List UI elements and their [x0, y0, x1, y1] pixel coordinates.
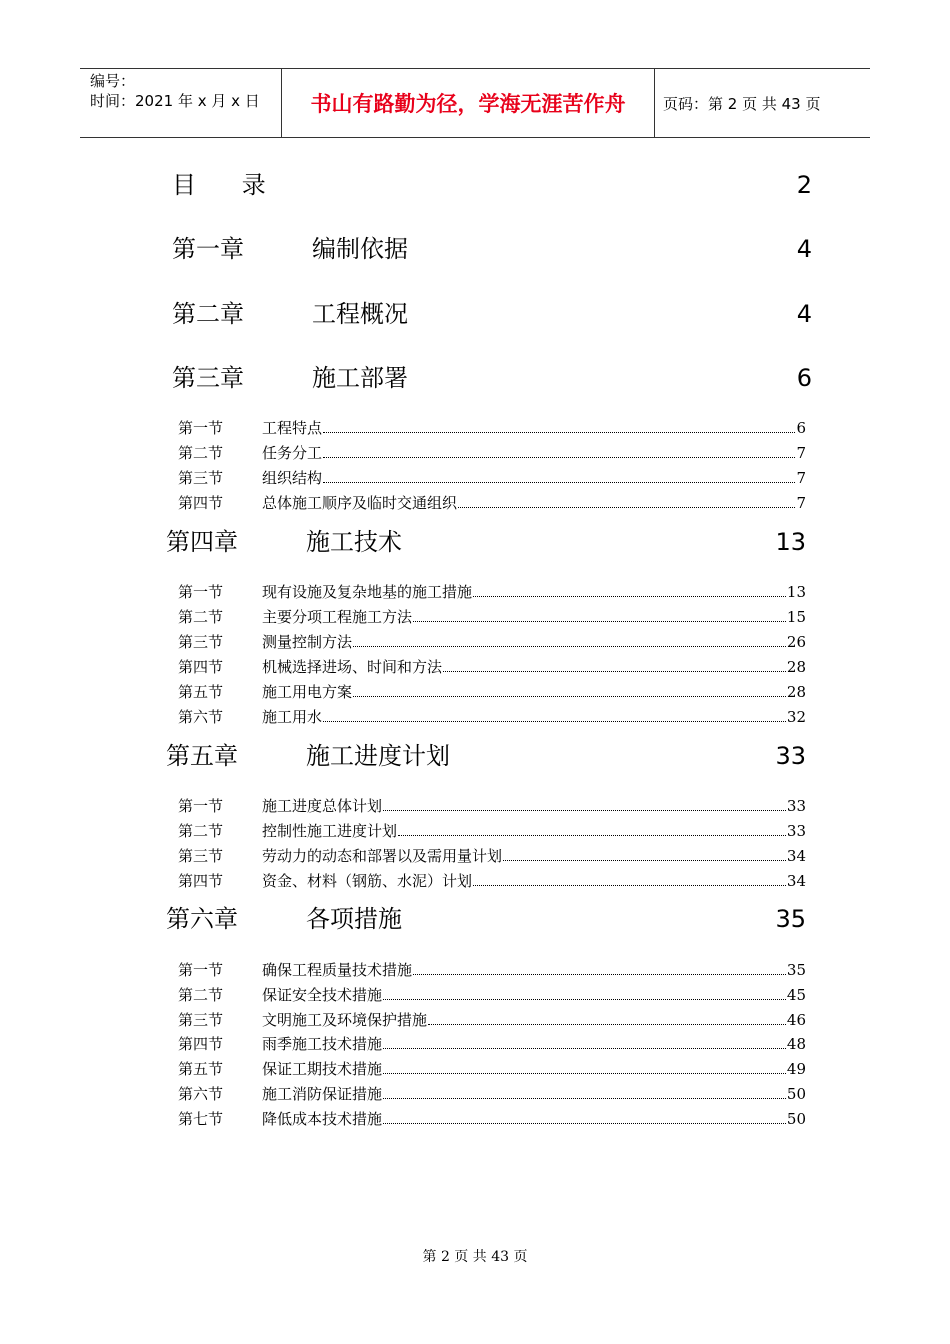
- toc-chapter-row: [166, 739, 806, 773]
- section-number: 第二节: [178, 822, 224, 840]
- page-footer: 第 2 页 共 43 页: [422, 1249, 528, 1265]
- section-name: 机械选择进场、时间和方法: [262, 658, 443, 676]
- dot-leader: [398, 819, 786, 836]
- section-name: 主要分项工程施工方法: [262, 608, 413, 626]
- section-page: 34: [786, 847, 806, 865]
- toc-chapter-row: [172, 297, 812, 331]
- section-page: 32: [786, 708, 806, 726]
- section-name: 保证工期技术措施: [262, 1060, 383, 1078]
- toc-section-row: [178, 441, 806, 465]
- chapter-name: 编制依据: [312, 235, 408, 263]
- section-page: 13: [786, 583, 806, 601]
- toc-section-row: [178, 819, 806, 843]
- section-page: 6: [796, 419, 806, 437]
- section-name: 组织结构: [262, 469, 323, 487]
- dot-leader: [323, 466, 795, 483]
- dot-leader: [383, 1107, 786, 1124]
- section-number: 第四节: [178, 872, 224, 890]
- section-page: 49: [786, 1060, 806, 1078]
- dot-leader: [383, 983, 786, 1000]
- dot-leader: [428, 1008, 786, 1025]
- section-number: 第三节: [178, 633, 224, 651]
- section-page: 35: [786, 961, 806, 979]
- section-number: 第一节: [178, 961, 224, 979]
- section-name: 资金、材料（钢筋、水泥）计划: [262, 872, 473, 890]
- section-page: 26: [786, 633, 806, 651]
- chapter-page: 33: [775, 742, 806, 770]
- section-name: 控制性施工进度计划: [262, 822, 398, 840]
- section-name: 施工进度总体计划: [262, 797, 383, 815]
- toc-chapter-row: [172, 232, 812, 266]
- section-name: 任务分工: [262, 444, 323, 462]
- section-name: 降低成本技术措施: [262, 1110, 383, 1128]
- chapter-name: 施工技术: [306, 528, 402, 556]
- section-page: 45: [786, 986, 806, 1004]
- document-number-label: 编号：: [90, 72, 136, 90]
- header-motto: 书山有路勤为径，学海无涯苦作舟: [282, 69, 655, 137]
- toc-chapter-row: [166, 902, 806, 936]
- section-number: 第五节: [178, 683, 224, 701]
- section-number: 第一节: [178, 583, 224, 601]
- dot-leader: [413, 605, 786, 622]
- section-page: 7: [796, 494, 806, 512]
- toc-section-row: [178, 1008, 806, 1032]
- toc-section-row: [178, 416, 806, 440]
- chapter-number: 第二章: [172, 300, 244, 328]
- toc-chapter-row: [166, 525, 806, 559]
- toc-section-row: [178, 869, 806, 893]
- section-number: 第二节: [178, 986, 224, 1004]
- toc-title-page: 2: [796, 171, 812, 199]
- dot-leader: [323, 705, 786, 722]
- document-time-label: 时间：2021 年 x 月 x 日: [90, 92, 260, 110]
- section-number: 第二节: [178, 608, 224, 626]
- chapter-page: 35: [775, 905, 806, 933]
- dot-leader: [473, 580, 786, 597]
- chapter-number: 第三章: [172, 364, 244, 392]
- section-name: 劳动力的动态和部署以及需用量计划: [262, 847, 503, 865]
- chapter-name: 施工部署: [312, 364, 408, 392]
- chapter-page: 6: [796, 364, 812, 392]
- toc-section-row: [178, 1107, 806, 1131]
- section-number: 第四节: [178, 494, 224, 512]
- toc-section-row: [178, 958, 806, 982]
- chapter-name: 工程概况: [312, 300, 408, 328]
- section-name: 施工用水: [262, 708, 323, 726]
- dot-leader: [383, 1082, 786, 1099]
- toc-title: 目 录: [172, 171, 266, 199]
- dot-leader: [383, 794, 786, 811]
- section-page: 7: [796, 469, 806, 487]
- section-name: 施工消防保证措施: [262, 1085, 383, 1103]
- section-name: 测量控制方法: [262, 633, 353, 651]
- toc-section-row: [178, 630, 806, 654]
- header-page-info: 页码：第 2 页 共 43 页: [663, 94, 821, 113]
- toc-section-row: [178, 466, 806, 490]
- chapter-page: 4: [796, 235, 812, 263]
- dot-leader: [473, 869, 786, 886]
- chapter-number: 第四章: [166, 528, 238, 556]
- section-number: 第一节: [178, 419, 224, 437]
- section-name: 施工用电方案: [262, 683, 353, 701]
- dot-leader: [383, 1032, 786, 1049]
- toc-section-row: [178, 983, 806, 1007]
- dot-leader: [383, 1057, 786, 1074]
- toc-section-row: [178, 491, 806, 515]
- page-header: [80, 68, 870, 138]
- dot-leader: [503, 844, 786, 861]
- section-number: 第二节: [178, 444, 224, 462]
- section-number: 第六节: [178, 708, 224, 726]
- section-page: 33: [786, 797, 806, 815]
- chapter-number: 第六章: [166, 905, 238, 933]
- section-name: 文明施工及环境保护措施: [262, 1011, 428, 1029]
- header-meta-cell: [80, 69, 282, 137]
- toc-section-row: [178, 1082, 806, 1106]
- section-page: 33: [786, 822, 806, 840]
- section-number: 第一节: [178, 797, 224, 815]
- section-number: 第四节: [178, 658, 224, 676]
- chapter-page: 13: [775, 528, 806, 556]
- toc-chapter-row: [172, 361, 812, 395]
- section-page: 48: [786, 1035, 806, 1053]
- section-name: 确保工程质量技术措施: [262, 961, 413, 979]
- section-name: 保证安全技术措施: [262, 986, 383, 1004]
- section-page: 28: [786, 683, 806, 701]
- toc-section-row: [178, 680, 806, 704]
- toc-title-row: [172, 168, 812, 202]
- section-page: 34: [786, 872, 806, 890]
- toc-section-row: [178, 844, 806, 868]
- section-number: 第三节: [178, 469, 224, 487]
- toc-section-row: [178, 655, 806, 679]
- section-number: 第七节: [178, 1110, 224, 1128]
- section-name: 现有设施及复杂地基的施工措施: [262, 583, 473, 601]
- section-page: 15: [786, 608, 806, 626]
- toc-section-row: [178, 1057, 806, 1081]
- chapter-name: 各项措施: [306, 905, 402, 933]
- section-number: 第四节: [178, 1035, 224, 1053]
- section-page: 46: [786, 1011, 806, 1029]
- dot-leader: [443, 655, 786, 672]
- chapter-number: 第一章: [172, 235, 244, 263]
- chapter-name: 施工进度计划: [306, 742, 450, 770]
- section-page: 50: [786, 1110, 806, 1128]
- section-name: 雨季施工技术措施: [262, 1035, 383, 1053]
- dot-leader: [353, 630, 786, 647]
- dot-leader: [353, 680, 786, 697]
- section-number: 第三节: [178, 1011, 224, 1029]
- toc-section-row: [178, 794, 806, 818]
- toc-section-row: [178, 605, 806, 629]
- section-number: 第五节: [178, 1060, 224, 1078]
- dot-leader: [413, 958, 786, 975]
- chapter-number: 第五章: [166, 742, 238, 770]
- section-page: 7: [796, 444, 806, 462]
- toc-section-row: [178, 1032, 806, 1056]
- toc-section-row: [178, 705, 806, 729]
- toc-section-row: [178, 580, 806, 604]
- section-name: 总体施工顺序及临时交通组织: [262, 494, 458, 512]
- dot-leader: [458, 491, 795, 508]
- section-page: 28: [786, 658, 806, 676]
- chapter-page: 4: [796, 300, 812, 328]
- section-number: 第三节: [178, 847, 224, 865]
- section-name: 工程特点: [262, 419, 323, 437]
- dot-leader: [323, 416, 795, 433]
- dot-leader: [323, 441, 795, 458]
- section-number: 第六节: [178, 1085, 224, 1103]
- section-page: 50: [786, 1085, 806, 1103]
